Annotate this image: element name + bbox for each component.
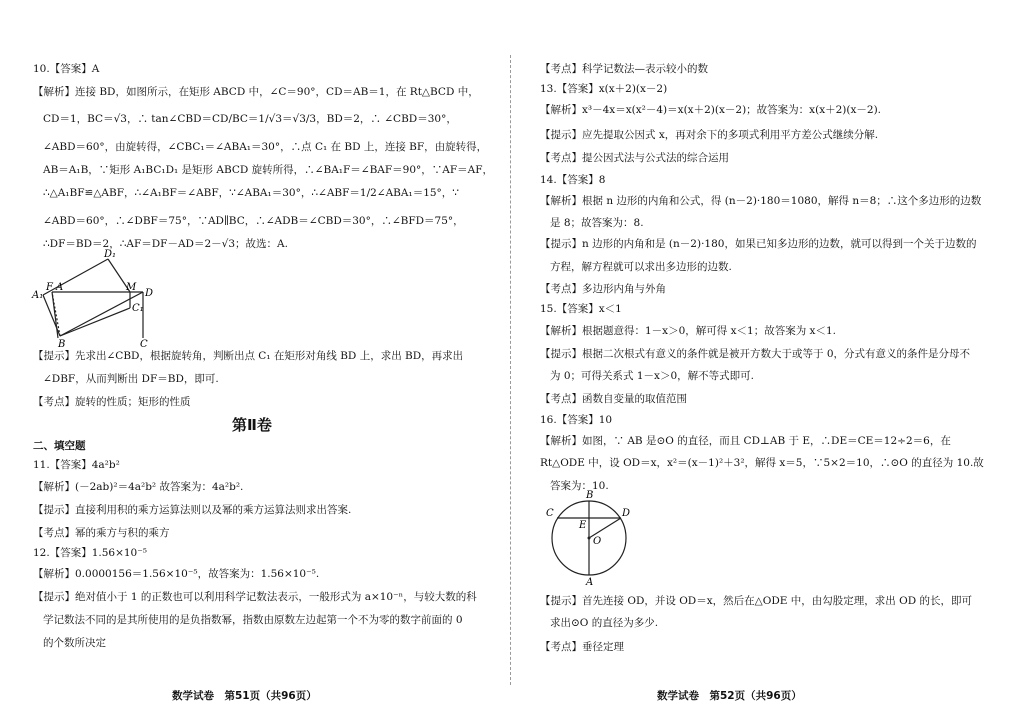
q10-hint: 【提示】先求出∠CBD，根据旋转角，判断出点 C₁ 在矩形对角线 BD 上，求出 BD，再求出: [33, 350, 464, 362]
label-c1: C₁: [132, 303, 144, 314]
q13-topic: 【考点】提公因式法与公式法的综合运用: [540, 152, 729, 164]
q10-analysis-line: ∴DF＝BD＝2，∴AF＝DF－AD＝2－√3；故选：A.: [43, 238, 288, 250]
q16-analysis: 答案为：10.: [550, 480, 609, 492]
rectangle-rotation-figure: [30, 248, 160, 348]
page-divider: [510, 55, 511, 685]
label-m: M: [126, 282, 137, 293]
q16-topic: 【考点】垂径定理: [540, 641, 624, 653]
q10-analysis-line: CD＝1，BC＝√3，∴ tan∠CBD＝CD/BC＝1/√3＝√3/3，BD＝2，∴ ∠CBD＝30°，: [43, 113, 457, 125]
section-title: 第Ⅱ卷: [232, 416, 272, 434]
q14-topic: 【考点】多边形内角与外角: [540, 283, 666, 295]
q16-hint: 求出⊙O 的直径为多少.: [550, 617, 659, 629]
q14-analysis: 是 8；故答案为：8.: [550, 217, 644, 229]
q15-analysis: 【解析】根据题意得：1－x＞0，解可得 x＜1；故答案为 x＜1.: [540, 325, 836, 337]
q12-topic: 【考点】科学记数法—表示较小的数: [540, 63, 708, 75]
q11-hint: 【提示】直接利用积的乘方运算法则以及幂的乘方运算法则求出答案.: [33, 504, 352, 516]
q11-topic: 【考点】幂的乘方与积的乘方: [33, 527, 170, 539]
q10-hint: ∠DBF，从而判断出 DF＝BD，即可.: [43, 373, 219, 385]
q15-hint: 为 0；可得关系式 1－x＞0，解不等式即可.: [550, 370, 754, 382]
q13-hint: 【提示】应先提取公因式 x，再对余下的多项式利用平方差公式继续分解.: [540, 129, 879, 141]
q10-analysis-line: ∴△A₁BF≌△ABF，∴∠A₁BF＝∠ABF，∵∠ABA₁＝30°，∴∠ABF＝1/2∠ABA₁＝15°，∵: [43, 187, 459, 199]
label-a: A: [56, 282, 64, 293]
q15-hint: 【提示】根据二次根式有意义的条件就是被开方数大于或等于 0，分式有意义的条件是分母不: [540, 348, 971, 360]
q13-answer: 13.【答案】x(x＋2)(x－2): [540, 83, 668, 95]
q14-answer: 14.【答案】8: [540, 174, 606, 186]
q14-hint: 【提示】n 边形的内角和是 (n－2)·180，如果已知多边形的边数，就可以得到一个关于边数的: [540, 238, 977, 250]
q14-hint: 方程，解方程就可以求出多边形的边数.: [550, 261, 732, 273]
label-f: F: [46, 282, 53, 293]
q10-analysis-line: ∠ABD＝60°，∴∠DBF＝75°，∵AD∥BC，∴∠ADB＝∠CBD＝30°，∴∠BFD＝75°，: [43, 215, 464, 227]
label-d: D: [622, 508, 631, 519]
q13-analysis: 【解析】x³－4x＝x(x²－4)＝x(x＋2)(x－2)；故答案为：x(x＋2)(x－2).: [540, 104, 882, 116]
q12-hint: 学记数法不同的是其所使用的是负指数幂，指数由原数左边起第一个不为零的数字前面的 0: [43, 614, 463, 626]
label-d: D: [145, 288, 154, 299]
label-a1: A₁: [32, 290, 44, 301]
label-a: A: [586, 577, 594, 586]
q14-analysis: 【解析】根据 n 边形的内角和公式，得 (n－2)·180＝1080，解得 n＝8；∴这个多边形的边数: [540, 195, 982, 207]
left-page: [0, 0, 510, 723]
q15-answer: 15.【答案】x＜1: [540, 303, 622, 315]
label-e: E: [579, 520, 587, 531]
q10-analysis-line: ∠ABD＝60°，由旋转得，∠CBC₁＝∠ABA₁＝30°，∴点 C₁ 在 BD 上，连接 BF，由旋转得，: [43, 141, 488, 153]
q15-topic: 【考点】函数自变量的取值范围: [540, 393, 687, 405]
label-b: B: [58, 339, 66, 348]
q16-analysis: Rt△ODE 中，设 OD＝x，x²＝(x－1)²＋3²，解得 x＝5，∵5×2＝10，∴⊙O 的直径为 10.故: [540, 457, 984, 469]
q16-hint: 【提示】首先连接 OD，并设 OD＝x，然后在△ODE 中，由勾股定理，求出 OD 的长，即可: [540, 595, 972, 607]
q10-analysis-line: 【解析】连接 BD，如图所示，在矩形 ABCD 中，∠C＝90°，CD＝AB＝1，在 Rt△BCD 中，: [33, 86, 479, 98]
label-b: B: [586, 490, 594, 501]
section-subtitle: 二、填空题: [33, 440, 86, 452]
label-c: C: [140, 339, 148, 348]
q16-answer: 16.【答案】10: [540, 414, 613, 426]
q10-analysis-line: AB＝A₁B，∵矩形 A₁BC₁D₁ 是矩形 ABCD 旋转所得，∴∠BA₁F＝∠BAF＝90°，∵AF＝AF，: [43, 164, 493, 176]
q12-answer: 12.【答案】1.56×10⁻⁵: [33, 547, 147, 559]
q11-answer: 11.【答案】4a²b²: [33, 459, 120, 471]
page-footer: 数学试卷 第51页（共96页）: [172, 690, 317, 702]
label-o: O: [593, 536, 602, 547]
q12-hint: 的个数所决定: [43, 637, 106, 649]
q12-analysis: 【解析】0.0000156＝1.56×10⁻⁵，故答案为：1.56×10⁻⁵.: [33, 568, 320, 580]
circle-chord-figure: [534, 488, 634, 586]
page-footer: 数学试卷 第52页（共96页）: [657, 690, 802, 702]
right-page: [512, 0, 1024, 723]
q11-analysis: 【解析】(－2ab)²＝4a²b² 故答案为：4a²b².: [33, 481, 244, 493]
q10-answer: 10.【答案】A: [33, 63, 100, 75]
label-d1: D₁: [104, 249, 117, 260]
q10-topic: 【考点】旋转的性质；矩形的性质: [33, 396, 191, 408]
q12-hint: 【提示】绝对值小于 1 的正数也可以利用科学记数法表示，一般形式为 a×10⁻ⁿ，与较大数的科: [33, 591, 477, 603]
label-c: C: [546, 508, 554, 519]
q16-analysis: 【解析】如图，∵ AB 是⊙O 的直径，而且 CD⊥AB 于 E，∴DE＝CE＝12÷2＝6，在: [540, 435, 951, 447]
